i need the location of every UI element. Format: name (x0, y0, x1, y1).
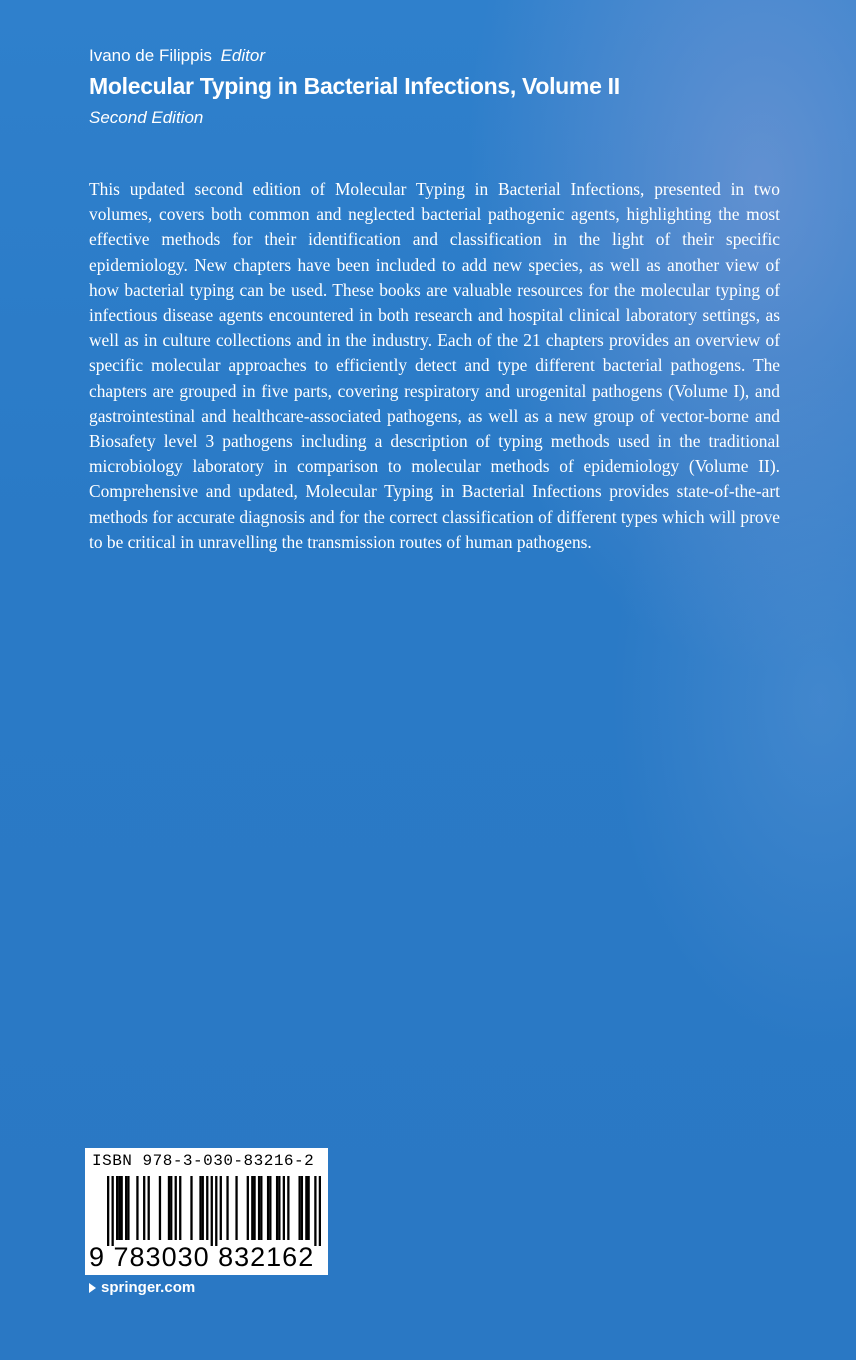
barcode-bar (305, 1176, 307, 1240)
barcode-bar (179, 1176, 181, 1240)
arrow-right-icon (89, 1283, 96, 1293)
barcode-bar (127, 1176, 129, 1240)
barcode-bar (112, 1176, 114, 1246)
isbn-barcode (85, 1148, 328, 1275)
barcode-bar (107, 1176, 109, 1246)
barcode-bars (107, 1176, 321, 1246)
barcode-bar (247, 1176, 249, 1240)
barcode-bar (118, 1176, 120, 1240)
barcode-bar (116, 1176, 118, 1240)
book-description: This updated second edition of Molecular Typing in Bacterial Infections, presented in two volumes, covers both common and neglected bacterial pathogenic agents, highlighting the most effective methods for their identification and classification in the light of their specific epidemiology. New chapters have been included to add new species, as well as another view of how bacterial typing can be used. These books are valuable resources for the molecular typing of infectious disease agents encountered in both research and hospital clinical laboratory settings, as well as in culture collections and in the industry. Each of the 21 chapters provides an overview of specific molecular approaches to efficiently detect and type different bacterial pathogens. The chapters are grouped in five parts, covering respiratory and urogenital pathogens (Volume I), and gastrointestinal and healthcare-associated pathogens, as well as a new group of vector-borne and Biosafety level 3 pathogens including a description of typing methods used in the traditional microbiology laboratory in comparison to molecular methods of epidemiology (Volume II). Comprehensive and updated, Molecular Typing in Bacterial Infections provides state-of-the-art methods for accurate diagnosis and for the correct classification of different types which will prove to be critical in unravelling the transmission routes of human pathogens. (89, 179, 780, 552)
barcode-bar (267, 1176, 269, 1240)
barcode-bar (199, 1176, 201, 1240)
barcode-bar (170, 1176, 172, 1240)
barcode-bar (269, 1176, 271, 1240)
barcode-bar (215, 1176, 217, 1246)
barcode-bar (175, 1176, 177, 1240)
barcode-bar (159, 1176, 161, 1240)
barcode-bar (202, 1176, 204, 1240)
barcode-bar (206, 1176, 208, 1240)
barcode-bar (287, 1176, 289, 1240)
barcode-bar (253, 1176, 255, 1240)
barcode-bar (314, 1176, 316, 1246)
barcode-bar (301, 1176, 303, 1240)
barcode-bar (211, 1176, 213, 1246)
book-title: Molecular Typing in Bacterial Infections, Volume II (89, 73, 620, 99)
barcode-bar (251, 1176, 253, 1240)
barcode-bar (319, 1176, 321, 1246)
barcode-bar (258, 1176, 260, 1240)
barcode-bar (235, 1176, 237, 1240)
barcode-bar (298, 1176, 300, 1240)
editor-role: Editor (220, 46, 265, 65)
barcode-bar (190, 1176, 192, 1240)
barcode-bar (260, 1176, 262, 1240)
isbn-label: ISBN 978-3-030-83216-2 (92, 1152, 315, 1170)
editor-line (89, 46, 265, 66)
editor-name: Ivano de Filippis (89, 46, 212, 65)
barcode-bar (220, 1176, 222, 1240)
barcode-bar (143, 1176, 145, 1240)
barcode-bar (226, 1176, 228, 1240)
barcode-bar (136, 1176, 138, 1240)
publisher-link[interactable] (89, 1279, 195, 1296)
barcode-bar (307, 1176, 309, 1240)
barcode-bar (276, 1176, 278, 1240)
barcode-bar (283, 1176, 285, 1240)
barcode-bar (121, 1176, 123, 1240)
edition-label: Second Edition (89, 108, 204, 127)
ean-digits: 9 783030 832162 (89, 1242, 315, 1272)
barcode-bar (148, 1176, 150, 1240)
barcode-bar (278, 1176, 280, 1240)
publisher-link-text: springer.com (101, 1279, 196, 1296)
barcode-bar (168, 1176, 170, 1240)
barcode-bar (125, 1176, 127, 1240)
